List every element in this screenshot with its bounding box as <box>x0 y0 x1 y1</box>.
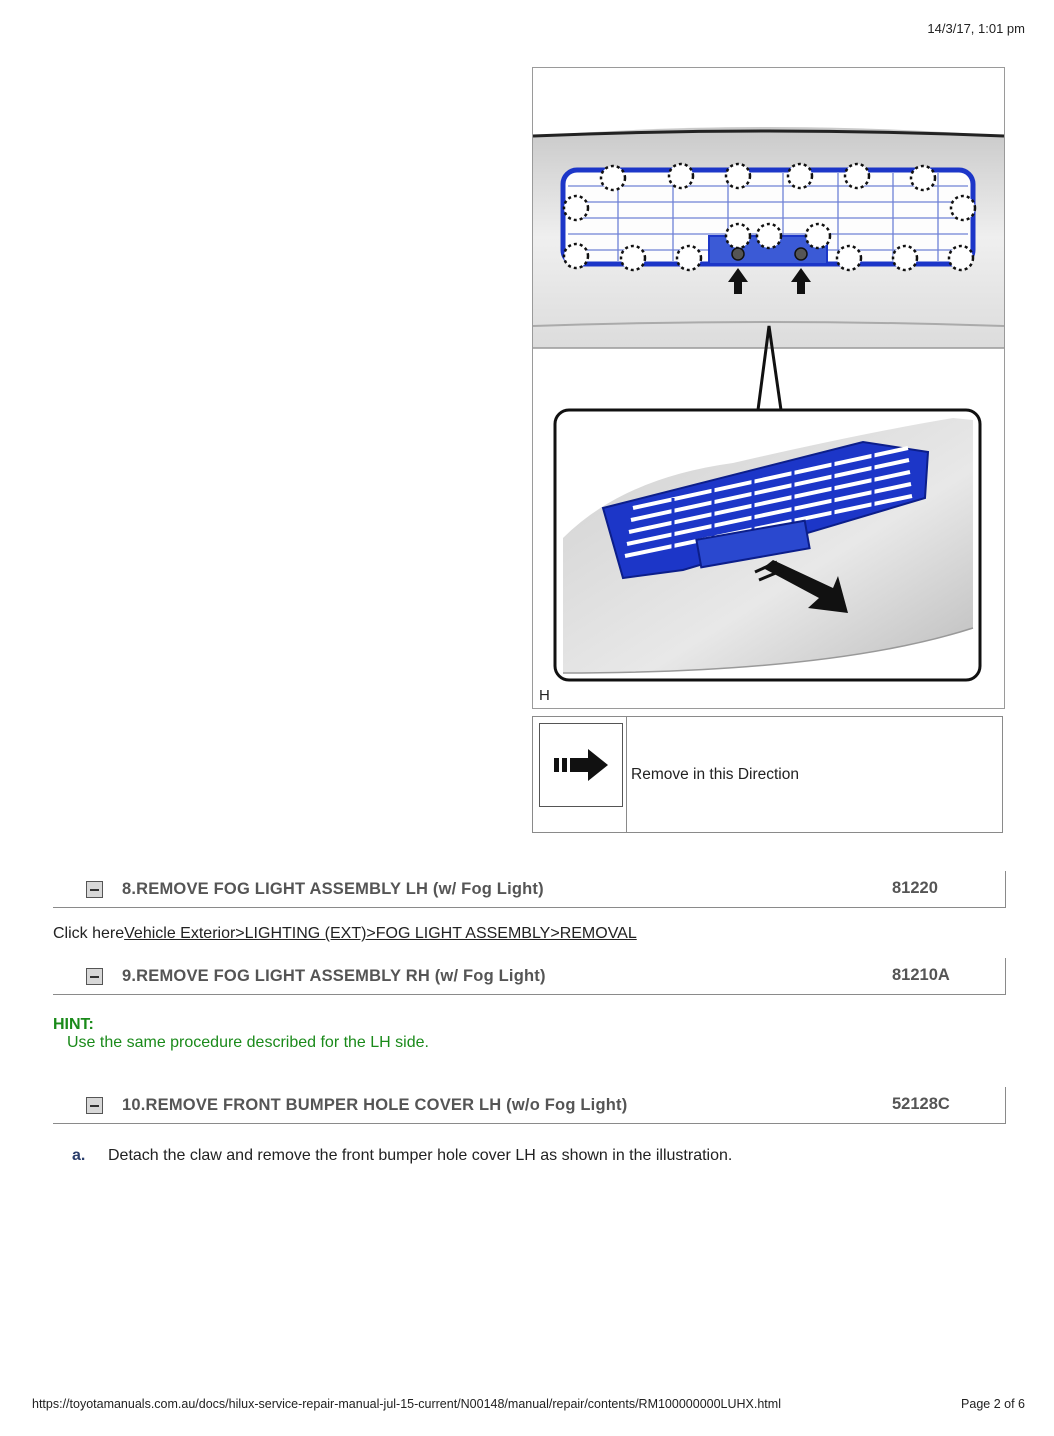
figure-id-label: H <box>539 687 550 704</box>
collapse-icon[interactable] <box>86 968 103 985</box>
step-code: 81220 <box>892 879 938 897</box>
collapse-icon[interactable] <box>86 1097 103 1114</box>
step-title: 9.REMOVE FOG LIGHT ASSEMBLY RH (w/ Fog Light) <box>122 967 546 985</box>
print-date: 14/3/17, 1:01 pm <box>927 21 1025 36</box>
removal-illustration <box>532 67 1005 709</box>
legend-description: Remove in this Direction <box>631 765 799 783</box>
footer-url: https://toyotamanuals.com.au/docs/hilux-service-repair-manual-jul-15-current/N00148/manual/repair/contents/RM100000000LUHX.html <box>32 1397 781 1411</box>
legend-symbol-cell <box>533 717 627 832</box>
substep-text: Detach the claw and remove the front bumper hole cover LH as shown in the illustration. <box>108 1147 733 1164</box>
bumper-top-view <box>533 127 1004 348</box>
step-title: 8.REMOVE FOG LIGHT ASSEMBLY LH (w/ Fog Light) <box>122 880 544 898</box>
substep-a <box>72 1147 732 1165</box>
step-9-header[interactable] <box>53 958 1006 995</box>
step-title: 10.REMOVE FRONT BUMPER HOLE COVER LH (w/o Fog Light) <box>122 1096 628 1114</box>
hint-text: Use the same procedure described for the LH side. <box>67 1034 429 1051</box>
substep-letter: a. <box>72 1147 86 1164</box>
link-prefix: Click here <box>53 925 125 942</box>
legend-symbol-box <box>539 723 623 807</box>
reference-link-line <box>53 925 637 943</box>
legend-table <box>532 716 1003 833</box>
bumper-grille-diagram <box>533 68 1004 708</box>
step-code: 52128C <box>892 1095 950 1113</box>
fog-light-removal-link[interactable]: Vehicle Exterior>LIGHTING (EXT)>FOG LIGHT ASSEMBLY>REMOVAL <box>124 925 637 942</box>
step-code: 81210A <box>892 966 950 984</box>
step-8-header[interactable] <box>53 871 1006 908</box>
removal-direction-arrow-icon <box>540 724 622 806</box>
hint-label: HINT: <box>53 1016 94 1033</box>
footer-page-number: Page 2 of 6 <box>961 1397 1025 1411</box>
step-10-header[interactable] <box>53 1087 1006 1124</box>
collapse-icon[interactable] <box>86 881 103 898</box>
